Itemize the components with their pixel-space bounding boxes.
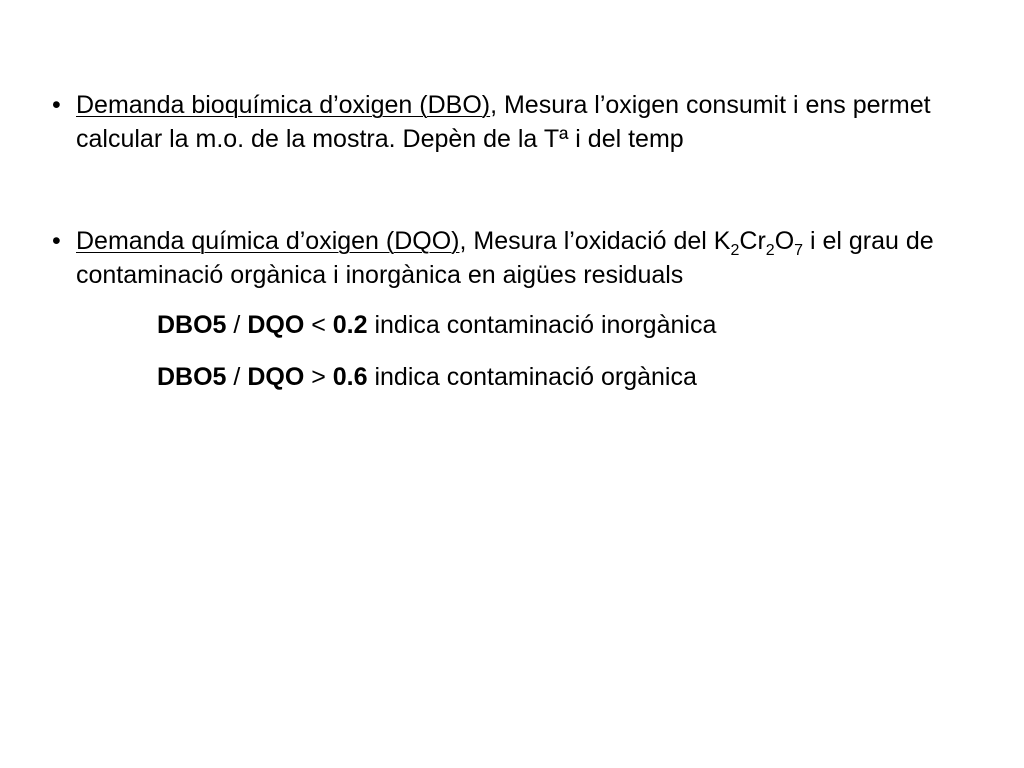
ratio-organic — [157, 360, 697, 394]
definition-dqo-start: , Mesura l’oxidació del — [459, 227, 714, 255]
formula-k-sub: 2 — [730, 242, 740, 259]
formula-k: K — [713, 227, 731, 255]
ratio-numerator: DBO5 — [157, 311, 227, 339]
ratio-operator: < — [304, 311, 333, 339]
bullet-symbol: • — [52, 91, 61, 119]
definition-dbo: , Mesura l’oxigen consumit i ens permet calcular la m.o. de la mostra. Depèn de la Tª i del temp — [76, 91, 931, 153]
ratio-numerator: DBO5 — [157, 363, 227, 391]
ratio-separator: / — [226, 311, 248, 339]
ratio-inorganic — [157, 308, 716, 342]
bullet-dqo — [52, 224, 972, 292]
term-dbo: Demanda bioquímica d’oxigen (DBO) — [76, 91, 491, 119]
formula-o-sub: 7 — [794, 242, 804, 259]
ratio-description: indica contaminació inorgànica — [367, 311, 717, 339]
ratio-denominator: DQO — [247, 311, 305, 339]
ratio-separator: / — [226, 363, 248, 391]
ratio-threshold: 0.2 — [332, 311, 368, 339]
ratio-description: indica contaminació orgànica — [367, 363, 697, 391]
ratio-denominator: DQO — [247, 363, 305, 391]
bullet-dbo-text — [76, 88, 972, 156]
formula-cr-sub: 2 — [765, 242, 775, 259]
bullet-dbo — [52, 88, 972, 156]
ratio-threshold: 0.6 — [332, 363, 368, 391]
chemical-formula — [713, 227, 804, 259]
formula-cr: Cr — [739, 227, 766, 255]
definition-dqo-end: i el grau de contaminació orgànica i inorgànica en aigües residuals — [76, 227, 934, 289]
bullet-symbol: • — [52, 227, 61, 255]
term-dqo: Demanda química d’oxigen (DQO) — [76, 227, 460, 255]
ratio-operator: > — [304, 363, 333, 391]
formula-o: O — [774, 227, 795, 255]
bullet-dqo-text — [76, 224, 972, 292]
